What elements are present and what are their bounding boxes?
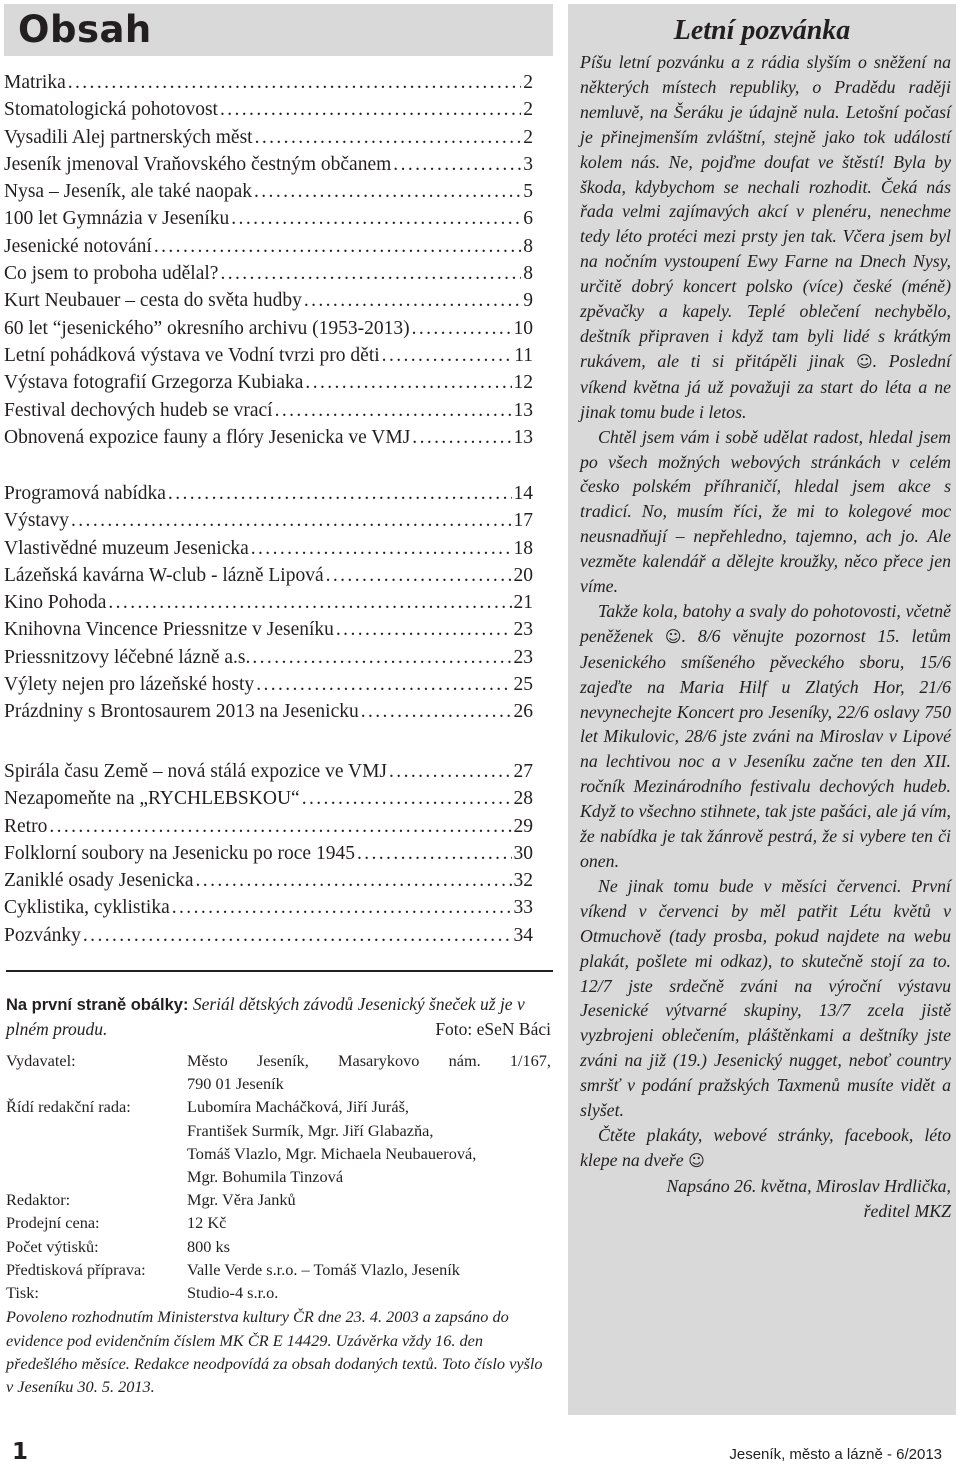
imprint-value: Valle Verde s.r.o. – Tomáš Vlazlo, Jeseník (187, 1259, 460, 1279)
toc-entry (4, 761, 533, 788)
page-number: 1 (12, 1439, 29, 1465)
toc-entry-page: 3 (523, 153, 533, 175)
toc-entry-title: Nezapomeňte na „RYCHLEBSKOU“ (4, 788, 300, 810)
toc-entry-title: Co jsem to proboha udělal? (4, 263, 219, 285)
toc-entry-title: Letní pohádková výstava ve Vodní tvrzi pro děti (4, 344, 380, 366)
toc-entry-page: 13 (513, 426, 533, 448)
signature-line-1: Napsáno 26. května, Miroslav Hrdlička, (666, 1175, 951, 1196)
toc-entry (4, 925, 533, 952)
toc-entry-page: 34 (513, 924, 533, 946)
imprint-value: Lubomíra Macháčková, Jiří Juráš, (187, 1097, 409, 1117)
toc-entry (4, 897, 533, 924)
toc-entry-page: 14 (513, 483, 533, 504)
toc-entry-title: 60 let “jesenického” okresního archivu (1953-2013) (4, 317, 410, 339)
toc-leader-dots (154, 236, 521, 258)
toc-leader-dots (412, 427, 511, 449)
imprint-row (6, 1049, 551, 1072)
imprint-value: Město Jeseník, Masarykovo nám. 1/167, (187, 1051, 551, 1070)
toc-entry (4, 208, 533, 235)
invitation-title: Letní pozvánka (673, 15, 851, 46)
imprint-label: Redaktor: (6, 1190, 71, 1210)
toc-entry-page: 26 (513, 701, 533, 723)
toc-entry (4, 127, 533, 154)
imprint-label: Řídí redakční rada: (6, 1097, 131, 1117)
toc-leader-dots (49, 816, 511, 838)
toc-entry (4, 788, 533, 815)
toc-entry-title: Cyklistika, cyklistika (4, 897, 170, 919)
imprint-row (6, 1281, 551, 1304)
toc-entry (4, 843, 533, 870)
paragraph-3-text: Takže kola, batohy a svaly do pohotovosti, včetně peněženek (580, 600, 951, 646)
imprint-row (6, 1072, 551, 1095)
smiley-icon: ☺ (664, 626, 682, 646)
toc-entry-page: 28 (513, 788, 533, 810)
toc-entry (4, 427, 533, 454)
imprint-row (6, 1119, 551, 1142)
contents-title: Obsah (18, 8, 152, 51)
toc-entry (4, 592, 533, 619)
toc-entry (4, 99, 533, 126)
toc-leader-dots (252, 647, 511, 669)
toc-entry-title: Výstavy (4, 510, 69, 532)
toc-entry (4, 263, 533, 290)
toc-leader-dots (304, 290, 521, 312)
toc-entry-title: Stomatologická pohotovost (4, 99, 218, 121)
toc-entry-title: Lázeňská kavárna W-club - lázně Lipová (4, 564, 324, 586)
toc-group-1 (4, 72, 533, 454)
toc-leader-dots (220, 263, 521, 285)
toc-entry-title: Výstava fotografií Grzegorza Kubiaka (4, 372, 304, 394)
toc-entry-page: 8 (523, 263, 533, 285)
toc-leader-dots (412, 318, 512, 340)
toc-entry-title: Vysadili Alej partnerských měst (4, 126, 253, 148)
toc-entry-page: 32 (513, 870, 533, 892)
toc-entry-page: 5 (523, 181, 533, 203)
toc-leader-dots (275, 400, 512, 422)
toc-entry-title: Folklorní soubory na Jesenicku po roce 1945 (4, 842, 355, 864)
photo-credit: Foto: eSeN Báci (435, 1019, 551, 1039)
toc-leader-dots (251, 538, 512, 560)
toc-entry (4, 372, 533, 399)
imprint-value: Tomáš Vlazlo, Mgr. Michaela Neubauerová, (187, 1143, 477, 1163)
imprint-row (6, 1211, 551, 1234)
toc-leader-dots (231, 208, 521, 230)
toc-entry-title: Výlety nejen pro lázeňské hosty (4, 674, 255, 696)
paragraph-4: Ne jinak tomu bude v měsíci červenci. První víkend v červenci by měl patřit Létu květů v Otmuchově (tady prosba, pokud najdete na webu plakát, pošlete mi odkaz), to skutečně stojí za to. 12/7 jste srdečně zváni na výroční výstavu Jesenické výtvarné skupiny, 13/7 zcela jistě vyzbrojeni oblečením, pláštěnkami a deštníky jste zváni na již (19.) Jesenický nugget, neboť country smršť v podání pražských Taxmenů musíte vidět a slyšet. (580, 875, 951, 1121)
toc-entry-page: 23 (513, 646, 533, 668)
toc-entry-page: 30 (513, 842, 533, 864)
toc-entry-page: 25 (513, 674, 533, 696)
smiley-icon: ☺ (688, 1150, 705, 1170)
cover-label: Na první straně obálky: (6, 996, 189, 1014)
toc-entry (4, 538, 533, 565)
toc-entry-title: Programová nabídka (4, 483, 166, 504)
toc-leader-dots (326, 565, 512, 587)
toc-entry (4, 619, 533, 646)
toc-entry-page: 13 (513, 399, 533, 421)
toc-entry (4, 483, 533, 510)
toc-entry-page: 2 (523, 126, 533, 148)
toc-leader-dots (220, 99, 521, 121)
toc-entry-page: 10 (513, 317, 533, 339)
toc-leader-dots (68, 72, 522, 94)
toc-entry-title: Pozvánky (4, 924, 81, 946)
toc-entry-page: 2 (523, 72, 533, 93)
toc-entry-page: 6 (523, 208, 533, 230)
toc-entry-title: 100 let Gymnázia v Jeseníku (4, 208, 230, 230)
toc-entry-page: 27 (513, 761, 533, 782)
imprint-row (6, 1142, 551, 1165)
toc-entry-page: 17 (513, 510, 533, 532)
divider (6, 970, 553, 972)
toc-entry (4, 318, 533, 345)
toc-entry (4, 674, 533, 701)
toc-leader-dots (168, 483, 512, 505)
imprint-value: Mgr. Bohumila Tinzová (187, 1167, 344, 1187)
toc-leader-dots (83, 925, 512, 947)
imprint-row (6, 1188, 551, 1211)
paragraph-5 (580, 1123, 951, 1174)
imprint-value: Mgr. Věra Janků (187, 1190, 296, 1210)
invitation-text (580, 50, 951, 1224)
paragraph-5-text: Čtěte plakáty, webové stránky, facebook, léto klepe na dveře (580, 1124, 951, 1170)
cover-caption (6, 992, 551, 1041)
toc-entry-page: 11 (514, 344, 533, 366)
invitation-panel (568, 4, 956, 1415)
toc-entry-page: 12 (513, 372, 533, 394)
toc-entry (4, 701, 533, 728)
toc-entry (4, 816, 533, 843)
toc-leader-dots (305, 372, 511, 394)
signature-line-2: ředitel MKZ (863, 1200, 951, 1221)
toc-entry-page: 21 (513, 592, 533, 614)
imprint-value: 800 ks (187, 1236, 230, 1256)
smiley-icon: ☺ (855, 351, 873, 371)
toc-entry-title: Prázdniny s Brontosaurem 2013 na Jesenicku (4, 701, 359, 723)
paragraph-1 (580, 50, 951, 425)
toc-leader-dots (389, 761, 511, 783)
paragraph-1-end: . Poslední víkend května já už považuji za start do léta a ne jinak tomu bude i letos. (580, 350, 951, 422)
toc-entry-page: 29 (513, 815, 533, 837)
toc-leader-dots (71, 510, 512, 532)
toc-leader-dots (361, 701, 512, 723)
toc-entry (4, 154, 533, 181)
toc-entry-title: Nysa – Jeseník, ale také naopak (4, 181, 252, 203)
imprint-value: František Surmík, Mgr. Jiří Glabazňa, (187, 1120, 434, 1140)
imprint-value: 12 Kč (187, 1213, 227, 1233)
imprint-label: Tisk: (6, 1283, 39, 1303)
toc-entry-title: Obnovená expozice fauny a flóry Jesenicka ve VMJ (4, 426, 411, 448)
toc-leader-dots (382, 345, 513, 367)
contents-column (4, 4, 553, 1397)
imprint-value: 790 01 Jeseník (187, 1074, 284, 1094)
imprint-row (6, 1258, 551, 1281)
toc-leader-dots (256, 674, 511, 696)
toc-entry-page: 23 (513, 619, 533, 641)
toc-leader-dots (255, 127, 522, 149)
imprint-label: Počet výtisků: (6, 1236, 99, 1256)
toc-entry-title: Matrika (4, 72, 66, 93)
toc-group-2 (4, 483, 533, 729)
toc-entry (4, 236, 533, 263)
toc-entry-title: Spirála času Země – nová stálá expozice ve VMJ (4, 761, 388, 782)
toc-entry-title: Vlastivědné muzeum Jesenicka (4, 537, 249, 559)
toc-group-3 (4, 761, 533, 952)
paragraph-3 (580, 599, 951, 874)
imprint-row (6, 1095, 551, 1118)
toc-entry-title: Knihovna Vincence Priessnitze v Jeseníku (4, 619, 334, 641)
paragraph-3-end: . 8/6 věnujte pozornost 15. letům Jesenického smíšeného pěveckého sboru, 15/6 zajeďte na Maria Hilf u Zlatých Hor, 21/6 nevynechejte Koncert pro Jeseníky, 22/6 oslavy 750 let Mikulovic, 28/6 jste zváni na Miroslav v Lipové na lechtivou noc a v Jeseníku začne ten den XII. ročník Mezinárodního festivalu dechových hudeb. Když to všechno stihnete, tak jste pašáci, ale já vím, že nabídka je tak žánrově pestrá, že si vybere ten či onen. (580, 625, 951, 871)
toc-entry-title: Jesenické notování (4, 235, 152, 257)
imprint-row (6, 1165, 551, 1188)
imprint-label: Vydavatel: (6, 1051, 76, 1070)
paragraph-1-text: Píšu letní pozvánku a z rádia slyším o sněžení na některých místech republiky, o Pradědu raději nemluvě, na Šeráku je údajně nula. Letošní počasí je přinejmenším zvláštní, stejně jako tok událostí kolem nás. Ne, pojďme doufat ve štěstí! Byla by škoda, kdybychom se nechali rozhodit. Čeká nás řada velmi zajímavých akcí v plenéru, nenechme tedy léto protéci mezi prsty jen tak. Včera jsem byl na nočním vystoupení Ewy Farne na Dnech Nysy, určitě dobrý koncert polsko (více) české (méně) zpěvačky a kapely. Teplé oblečení nechybělo, deštník připraven i když tam byli lidé s krátkým rukávem, ale ti si přitápěli jinak (580, 52, 951, 371)
toc-entry (4, 870, 533, 897)
imprint-value: Studio-4 s.r.o. (187, 1283, 279, 1303)
toc-entry-title: Retro (4, 815, 48, 837)
toc-leader-dots (196, 870, 512, 892)
toc-entry-page: 8 (523, 235, 533, 257)
paragraph-2: Chtěl jsem vám i sobě udělat radost, hledal jsem po všech možných webových stránkách v celém česko polském příhraničí, hledal jsem akce s tradicí. No, musím říci, že mi to kolegové moc neusnadňují – nepřehledno, tajemno, ach jo. Ale vezměte kalendář a dělejte kroužky, něco přece jen víme. (580, 426, 951, 597)
toc-entry-page: 18 (513, 537, 533, 559)
toc-entry-title: Priessnitzovy léčebné lázně a.s. (4, 646, 251, 668)
toc-entry-page: 33 (513, 897, 533, 919)
imprint-row (6, 1235, 551, 1258)
toc-entry-page: 20 (513, 564, 533, 586)
toc-leader-dots (336, 619, 512, 641)
imprint-label: Prodejní cena: (6, 1213, 100, 1233)
toc-entry-title: Jeseník jmenoval Vraňovského čestným občanem (4, 153, 392, 175)
toc-entry (4, 647, 533, 674)
toc-leader-dots (108, 592, 511, 614)
toc-entry-page: 9 (523, 290, 533, 312)
imprint-note: Povoleno rozhodnutím Ministerstva kultury ČR dne 23. 4. 2003 a zapsáno do evidence pod evidenčním číslem MK ČR E 14429. Uzávěrka vždy 16. den předešlého měsíce. Redakce neodpovídá za obsah dodaných textů. Toto číslo vyšlo v Jeseníku 30. 5. 2013. (6, 1307, 543, 1397)
toc-entry (4, 290, 533, 317)
toc-entry-title: Zaniklé osady Jesenicka (4, 870, 194, 892)
contents-title-bar (4, 4, 553, 56)
toc-entry-title: Kurt Neubauer – cesta do světa hudby (4, 290, 302, 312)
toc-entry-title: Festival dechových hudeb se vrací (4, 399, 273, 421)
imprint-label: Předtisková příprava: (6, 1259, 146, 1279)
imprint (6, 1049, 551, 1399)
toc-leader-dots (302, 788, 512, 810)
toc-entry (4, 400, 533, 427)
footer-publication: Jeseník, město a lázně - 6/2013 (729, 1446, 942, 1463)
cover-text: Seriál dětských závodů Jesenický šneček už je v plném proudu. (6, 994, 525, 1039)
toc-entry-page: 2 (523, 99, 533, 121)
toc-leader-dots (172, 897, 512, 919)
toc-entry (4, 181, 533, 208)
toc-entry (4, 72, 533, 99)
toc-entry-title: Kino Pohoda (4, 592, 107, 614)
toc-leader-dots (357, 843, 512, 865)
toc-entry (4, 345, 533, 372)
toc-leader-dots (393, 154, 521, 176)
toc-entry (4, 510, 533, 537)
toc-entry (4, 565, 533, 592)
toc-leader-dots (254, 181, 521, 203)
